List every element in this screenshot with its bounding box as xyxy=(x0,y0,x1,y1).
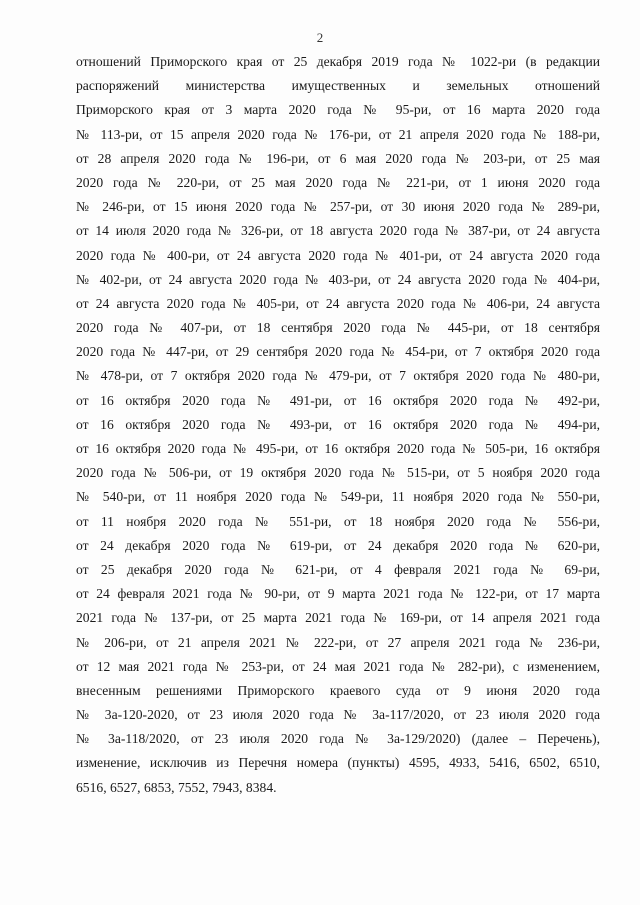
text-line: от 16 октября 2020 года № 495-ри, от 16 октября 2020 года № 505-ри, 16 октября xyxy=(76,441,600,456)
text-line: № 402-ри, от 24 августа 2020 года № 403-ри, от 24 августа 2020 года № 404-ри, xyxy=(76,271,600,287)
text-line: № 113-ри, от 15 апреля 2020 года № 176-ри, от 21 апреля 2020 года № 188-ри, xyxy=(76,126,600,142)
text-line: № 246-ри, от 15 июня 2020 года № 257-ри, от 30 июня 2020 года № 289-ри, xyxy=(76,199,600,215)
text-line: от 25 декабря 2020 года № 621-ри, от 4 февраля 2021 года № 69-ри, xyxy=(76,561,600,577)
text-line: № 206-ри, от 21 апреля 2021 № 222-ри, от 27 апреля 2021 года № 236-ри, xyxy=(76,634,600,650)
text-line: 2020 года № 506-ри, от 19 октября 2020 года № 515-ри, от 5 ноября 2020 года xyxy=(76,465,600,481)
text-line: отношений Приморского края от 25 декабря 2019 года № 1022-ри (в редакции xyxy=(76,54,600,69)
text-line: распоряжений министерства имущественных и земельных отношений xyxy=(76,78,600,94)
text-line: 2020 года № 447-ри, от 29 сентября 2020 года № 454-ри, от 7 октября 2020 года xyxy=(76,344,600,360)
text-line: № 540-ри, от 11 ноября 2020 года № 549-ри, 11 ноября 2020 года № 550-ри, xyxy=(76,489,600,505)
text-line: 2020 года № 400-ри, от 24 августа 2020 года № 401-ри, от 24 августа 2020 года xyxy=(76,247,600,263)
text-line: от 28 апреля 2020 года № 196-ри, от 6 мая 2020 года № 203-ри, от 25 мая xyxy=(76,150,600,166)
text-line: от 16 октября 2020 года № 493-ри, от 16 октября 2020 года № 494-ри, xyxy=(76,416,600,432)
text-line: от 14 июля 2020 года № 326-ри, от 18 августа 2020 года № 387-ри, от 24 августа xyxy=(76,223,600,239)
text-line: от 24 декабря 2020 года № 619-ри, от 24 декабря 2020 года № 620-ри, xyxy=(76,537,600,553)
text-line: 2021 года № 137-ри, от 25 марта 2021 года № 169-ри, от 14 апреля 2021 года xyxy=(76,610,600,626)
text-line: внесенным решениями Приморского краевого суда от 9 июня 2020 года xyxy=(76,682,600,698)
text-line: № 478-ри, от 7 октября 2020 года № 479-ри, от 7 октября 2020 года № 480-ри, xyxy=(76,368,600,384)
text-line: от 24 февраля 2021 года № 90-ри, от 9 марта 2021 года № 122-ри, от 17 марта xyxy=(76,586,600,602)
text-line: № 3а-120-2020, от 23 июля 2020 года № 3а-117/2020, от 23 июля 2020 года xyxy=(76,707,600,723)
text-line: 2020 года № 407-ри, от 18 сентября 2020 года № 445-ри, от 18 сентября xyxy=(76,320,600,336)
text-line: 2020 года № 220-ри, от 25 мая 2020 года № 221-ри, от 1 июня 2020 года xyxy=(76,174,600,190)
text-line-last: 6516, 6527, 6853, 7552, 7943, 8384. xyxy=(76,779,277,795)
text-line: от 12 мая 2021 года № 253-ри, от 24 мая 2021 года № 282-ри), с изменением, xyxy=(76,658,600,674)
text-line: изменение, исключив из Перечня номера (пункты) 4595, 4933, 5416, 6502, 6510, xyxy=(76,755,600,771)
text-line: от 16 октября 2020 года № 491-ри, от 16 октября 2020 года № 492-ри, xyxy=(76,392,600,408)
text-line: от 24 августа 2020 года № 405-ри, от 24 августа 2020 года № 406-ри, 24 августа xyxy=(76,295,600,311)
text-line: от 11 ноября 2020 года № 551-ри, от 18 ноября 2020 года № 556-ри, xyxy=(76,513,600,529)
text-line: № 3а-118/2020, от 23 июля 2020 года № 3а-129/2020) (далее – Перечень), xyxy=(76,731,600,747)
text-line: Приморского края от 3 марта 2020 года № 95-ри, от 16 марта 2020 года xyxy=(76,102,600,118)
page-number: 2 xyxy=(316,30,324,45)
document-body xyxy=(76,50,600,800)
